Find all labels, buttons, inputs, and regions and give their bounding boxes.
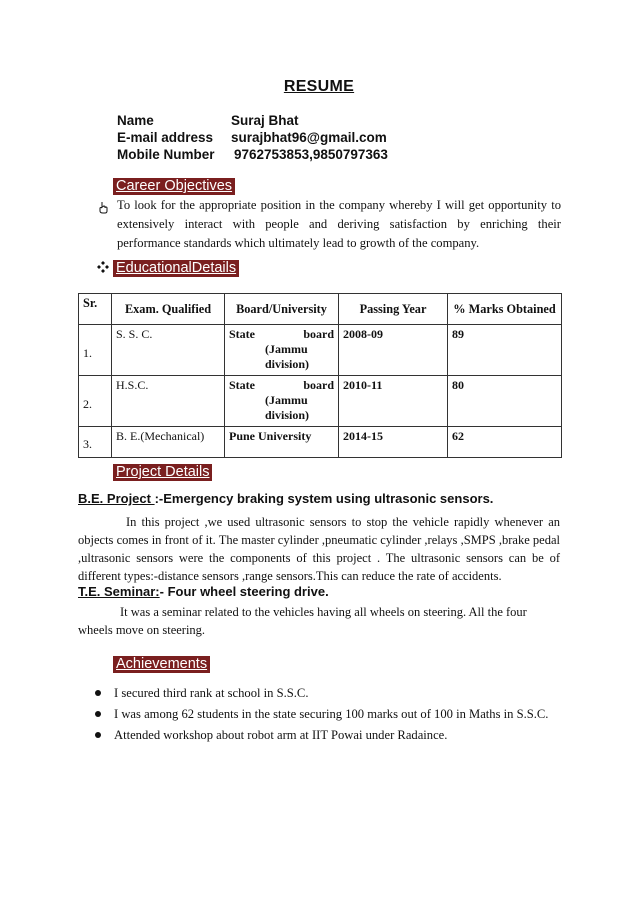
four-diamond-icon	[97, 261, 109, 277]
row-exam: B. E.(Mechanical)	[112, 427, 225, 458]
board-a: State	[229, 378, 255, 392]
email-value: surajbhat96@gmail.com	[231, 130, 387, 145]
project-heading: Project Details	[113, 464, 212, 481]
board-b: board	[303, 327, 334, 341]
mobile-row	[117, 146, 388, 163]
be-project-title	[78, 491, 493, 506]
row-exam: S. S. C.	[112, 325, 225, 376]
achievement-text: I secured third rank at school in S.S.C.	[114, 686, 309, 700]
career-objective-text: To look for the appropriate position in the company whereby I will get opportunity to extensively interact with people and deriving satisfaction by enriching their performance standards which ultimately lead to growth of the company.	[117, 198, 561, 250]
col-year: Passing Year	[339, 294, 448, 325]
row-year: 2014-15	[339, 427, 448, 458]
te-seminar-name: - Four wheel steering drive.	[159, 584, 329, 599]
be-project-label: B.E. Project	[78, 491, 155, 506]
board-sub: (Jammu division)	[265, 342, 310, 371]
career-heading: Career Objectives	[113, 178, 235, 195]
achievements-list	[95, 683, 548, 746]
row-board	[225, 427, 339, 458]
project-heading-wrap	[113, 463, 212, 481]
be-project-name: :-Emergency braking system using ultrasonic sensors.	[154, 491, 494, 506]
row-year: 2008-09	[339, 325, 448, 376]
table-header-row	[79, 294, 562, 325]
row-marks: 89	[448, 325, 562, 376]
list-item	[95, 725, 548, 746]
col-sr: Sr.	[79, 294, 112, 325]
board-a: State	[229, 327, 255, 341]
achievements-heading: Achievements	[113, 656, 210, 673]
list-item	[95, 683, 548, 704]
name-label: Name	[117, 113, 154, 128]
education-heading-wrap	[113, 259, 239, 277]
education-table	[78, 293, 562, 458]
mobile-value: 9762753853,9850797363	[234, 147, 388, 162]
table-row	[79, 376, 562, 427]
name-row	[117, 112, 388, 129]
education-heading: EducationalDetails	[113, 260, 239, 277]
row-marks: 62	[448, 427, 562, 458]
row-exam: H.S.C.	[112, 376, 225, 427]
mobile-label: Mobile Number	[117, 147, 215, 162]
row-marks: 80	[448, 376, 562, 427]
board-sub: (Jammu division)	[265, 393, 310, 422]
col-board: Board/University	[225, 294, 339, 325]
bullet-icon	[95, 690, 101, 696]
table-row	[79, 325, 562, 376]
board-b: board	[303, 378, 334, 392]
hand-pointer-icon	[98, 201, 108, 218]
row-sr: 3.	[79, 427, 112, 458]
resume-title: RESUME	[283, 78, 355, 95]
bullet-icon	[95, 732, 101, 738]
personal-info	[117, 112, 388, 163]
te-seminar-title	[78, 584, 329, 599]
te-seminar-text: It was a seminar related to the vehicles having all wheels on steering. All the four wheels move on steering.	[78, 605, 527, 637]
career-heading-wrap	[113, 177, 235, 195]
te-seminar-label: T.E. Seminar:	[78, 584, 160, 599]
email-label: E-mail address	[117, 130, 214, 145]
board-a: Pune University	[229, 429, 312, 443]
row-year: 2010-11	[339, 376, 448, 427]
be-project-text: In this project ,we used ultrasonic sensors to stop the vehicle rapidly whenever an objects comes in front of it. The master cylinder ,pneumatic cylinder ,relays ,SMPS ,brake pedal ,ultrasonic sensors were the components of this project . The ultrasonic sensors can be of different types:-distance sensors ,range sensors.This can reduce the rate of accidents.	[78, 515, 560, 583]
col-marks: % Marks Obtained	[448, 294, 562, 325]
list-item	[95, 704, 548, 725]
row-sr: 1.	[79, 325, 112, 376]
achievement-text: Attended workshop about robot arm at IIT Powai under Radaince.	[114, 728, 448, 742]
email-row	[117, 129, 388, 146]
col-exam: Exam. Qualified	[112, 294, 225, 325]
row-sr: 2.	[79, 376, 112, 427]
table-row	[79, 427, 562, 458]
row-board	[225, 325, 339, 376]
bullet-icon	[95, 711, 101, 717]
achievement-text: I was among 62 students in the state securing 100 marks out of 100 in Maths in S.S.C.	[114, 707, 549, 721]
achievements-heading-wrap	[113, 655, 210, 673]
name-value: Suraj Bhat	[231, 113, 299, 128]
row-board	[225, 376, 339, 427]
